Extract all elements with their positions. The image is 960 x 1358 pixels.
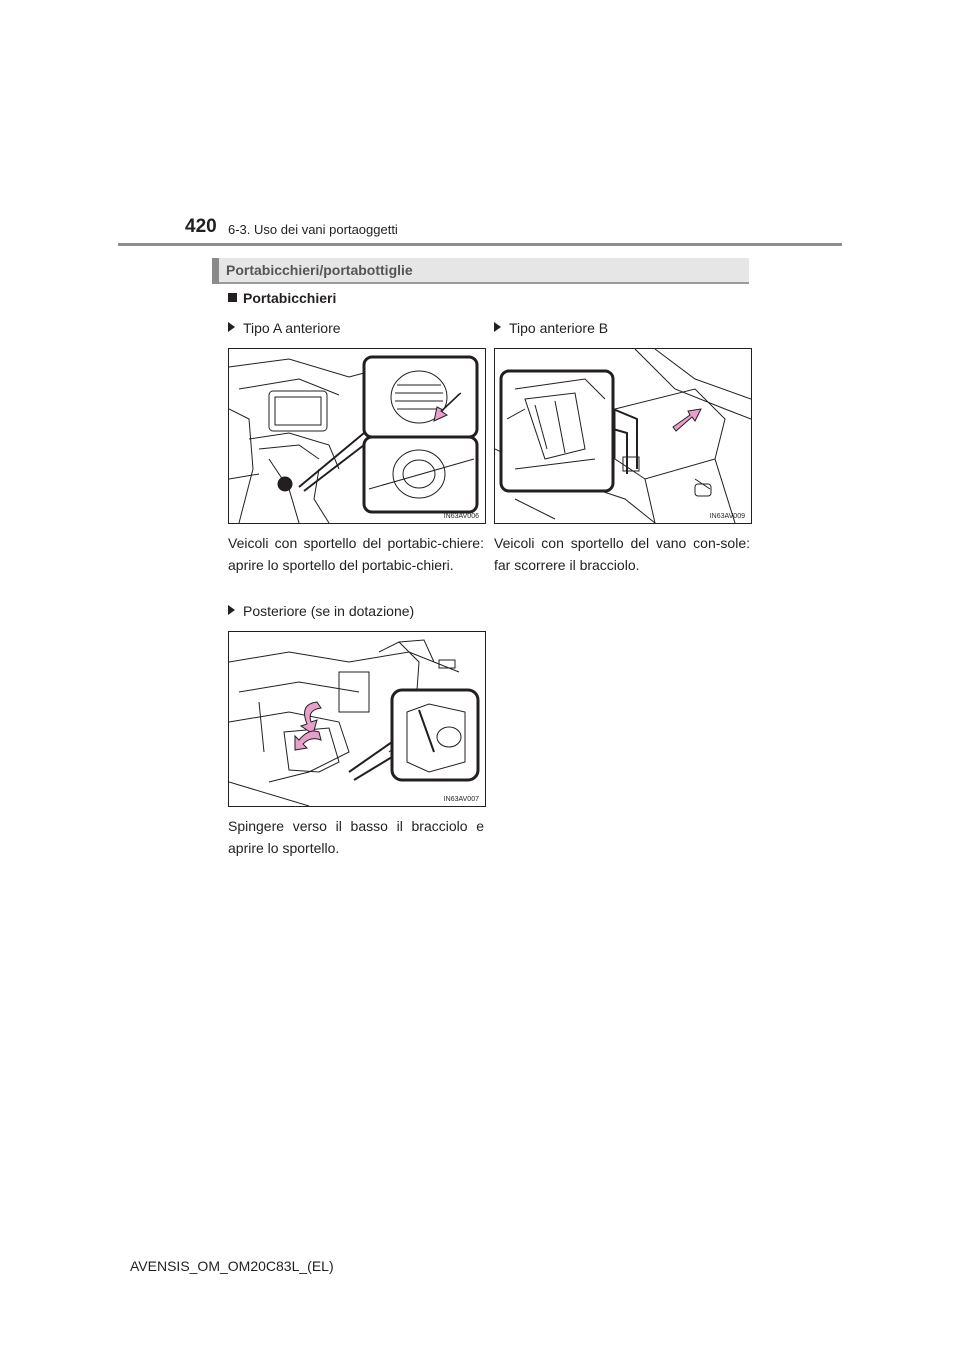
triangle-bullet-icon <box>228 605 235 615</box>
rear-illustration <box>229 632 485 806</box>
header-rule <box>118 243 842 246</box>
item-description-front-type-a: Veicoli con sportello del portabic-chiere: aprire lo sportello del portabic-chieri. <box>228 535 484 573</box>
item-label-rear <box>228 603 414 619</box>
section-title: Portabicchieri/portabottiglie <box>226 262 413 278</box>
figure-front-type-a <box>228 348 486 524</box>
subsection-heading <box>228 290 336 306</box>
page-number: 420 <box>185 216 217 237</box>
item-label-text: Posteriore (se in dotazione) <box>243 603 415 619</box>
figure-rear <box>228 631 486 807</box>
item-description-front-type-b: Veicoli con sportello del vano con-sole: far scorrere il bracciolo. <box>494 535 750 573</box>
front-type-a-illustration <box>229 349 485 523</box>
figure-code: IN63AV006 <box>443 513 479 520</box>
item-label-front-type-b <box>494 320 608 336</box>
front-type-b-illustration <box>495 349 751 523</box>
pink-arrow-icon <box>295 731 321 750</box>
item-description-rear: Spingere verso il basso il bracciolo e aprire lo sportello. <box>228 818 484 856</box>
figure-code: IN63AV009 <box>709 513 745 520</box>
square-bullet-icon <box>228 293 237 302</box>
section-bar-accent <box>212 258 219 284</box>
footer-doc-code: AVENSIS_OM_OM20C83L_(EL) <box>130 1258 334 1274</box>
triangle-bullet-icon <box>494 322 501 332</box>
figure-code: IN63AV007 <box>443 796 479 803</box>
pink-arrow-icon <box>673 409 701 431</box>
item-label-text: Tipo anteriore B <box>509 320 609 336</box>
triangle-bullet-icon <box>228 322 235 332</box>
figure-front-type-b <box>494 348 752 524</box>
item-label-front-type-a <box>228 320 341 336</box>
subsection-title: Portabicchieri <box>243 290 337 306</box>
section-reference: 6-3. Uso dei vani portaoggetti <box>228 222 398 237</box>
section-title-bar <box>212 258 749 284</box>
item-label-text: Tipo A anteriore <box>243 320 341 336</box>
